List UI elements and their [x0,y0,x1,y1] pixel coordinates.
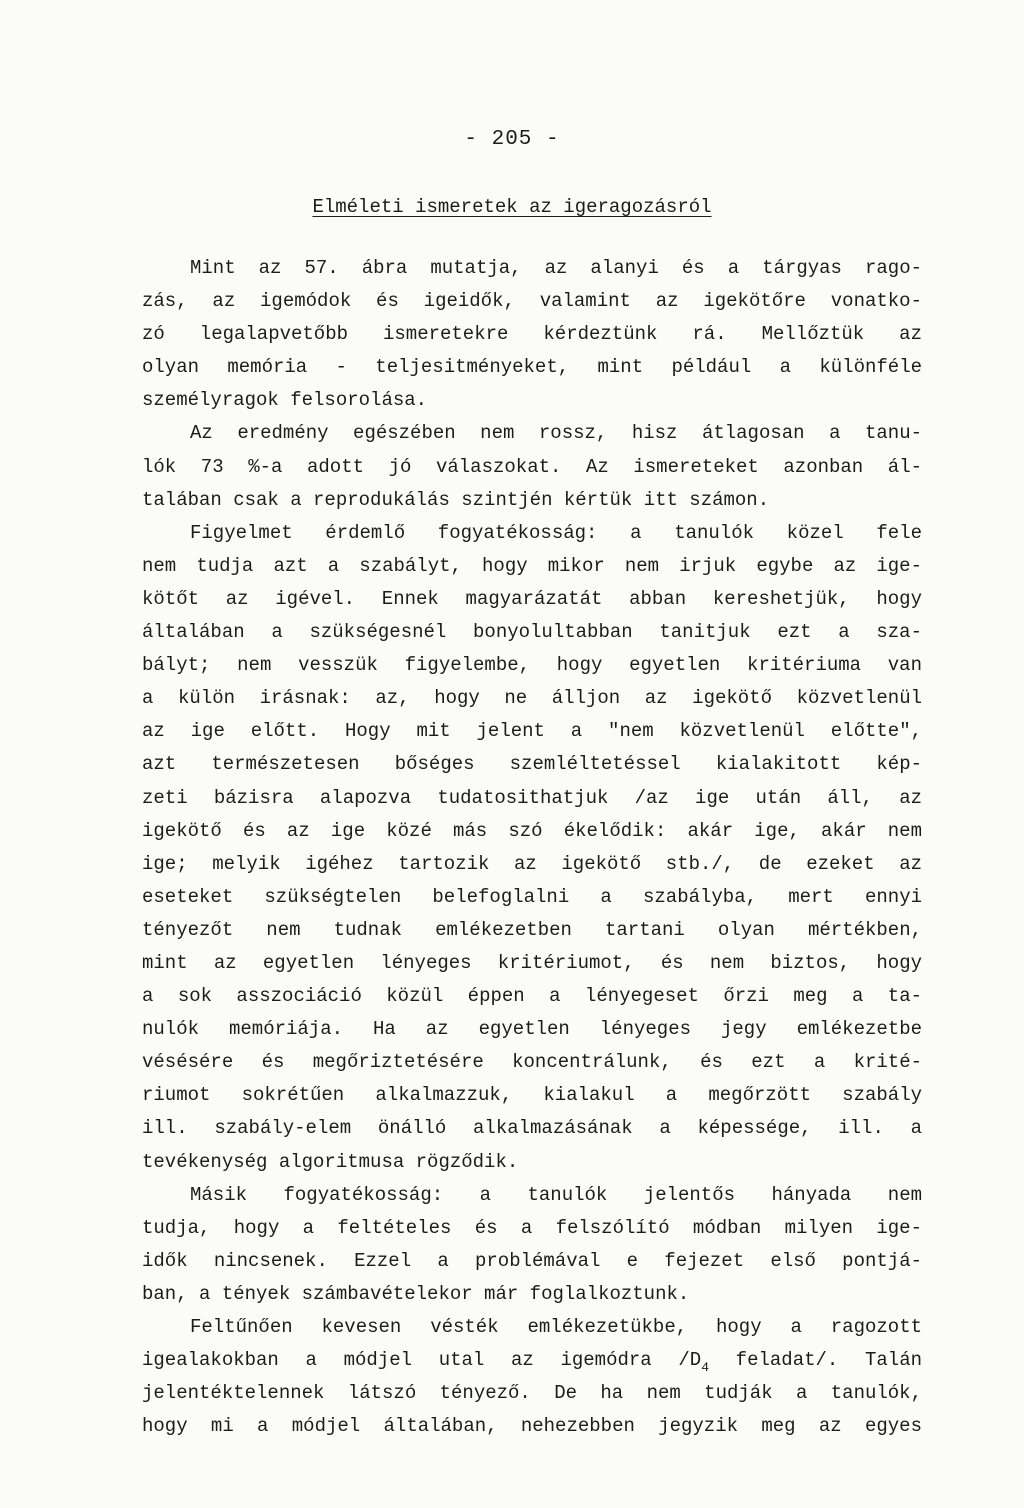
text-line-content: mint az egyetlen lényeges kritériumot, és nem biztos, hogy [142,951,922,974]
text-line-content: ill. szabály-elem önálló alkalmazásának a képessége, ill. a [142,1117,922,1140]
text-line-content: kötőt az igével. Ennek magyarázatát abban kereshetjük, hogy [142,587,922,610]
text-line-content: olyan memória - teljesitményeket, mint például a különféle [142,356,922,379]
text-line [142,1410,922,1443]
subscript: 4 [701,1360,709,1376]
text-line-content: személyragok felsorolása. [142,389,428,412]
text-line [142,782,922,815]
text-line [142,484,922,517]
text-line-content: igekötő és az ige közé más szó ékelődik: akár ige, akár nem [142,819,922,842]
text-line-content: bályt; nem vesszük figyelembe, hogy egyetlen kritériuma van [142,654,922,677]
text-line-content: a külön irásnak: az, hogy ne álljon az igekötő közvetlenül [142,687,922,710]
text-line [142,1046,922,1079]
text-line [142,715,922,748]
text-line [142,1112,922,1145]
text-line-content: Az eredmény egészében nem rossz, hisz átlagosan a tanu- [190,422,922,445]
text-line [142,748,922,781]
text-line [142,1344,922,1377]
text-line [142,1179,922,1212]
text-line [142,1278,922,1311]
text-line [142,517,922,550]
text-line-content: idők nincsenek. Ezzel a problémával e fejezet első pontjá- [142,1249,922,1272]
text-line-content: tevékenység algoritmusa rögződik. [142,1150,519,1173]
text-line [142,252,922,285]
text-line-content: Figyelmet érdemlő fogyatékosság: a tanulók közel fele [190,521,922,544]
text-line-content: lók 73 %-a adott jó válaszokat. Az ismereteket azonban ál- [142,455,922,478]
text-line-content: jelentéktelennek látszó tényező. De ha nem tudják a tanulók, [142,1382,922,1405]
text-line-content: ige; melyik igéhez tartozik az igekötő stb./, de ezeket az [142,852,922,875]
text-line [142,947,922,980]
text-line [142,881,922,914]
text-line [142,616,922,649]
text-line-content: Mint az 57. ábra mutatja, az alanyi és a tárgyas rago- [190,257,922,279]
text-line-content: Feltűnően kevesen vésték emlékezetükbe, hogy a ragozott [190,1316,922,1338]
text-line-content: nem tudja azt a szabályt, hogy mikor nem irjuk egybe az ige- [142,554,922,577]
text-line [142,384,922,417]
text-line [142,1013,922,1046]
text-line [142,682,922,715]
text-line [142,451,922,484]
text-line [142,1311,922,1344]
section-title: Elméleti ismeretek az igeragozásról [312,196,712,218]
text-line-content: tényezőt nem tudnak emlékezetben tartani olyan mértékben, [142,918,922,941]
text-line [142,351,922,384]
text-line-content: zó legalapvetőbb ismeretekre kérdeztünk rá. Mellőztük az [142,323,922,346]
text-line-content: tudja, hogy a feltételes és a felszólító módban milyen ige- [142,1216,922,1239]
text-line-content: zeti bázisra alapozva tudatosithatjuk /az ige után áll, az [142,786,922,809]
text-line-content: zás, az igemódok és igeidők, valamint az igekötőre vonatko- [142,290,922,313]
text-line [142,1245,922,1278]
text-line-content: eseteket szükségtelen belefoglalni a szabályba, mert ennyi [142,885,922,908]
text-line-content: riumot sokrétűen alkalmazzuk, kialakul a megőrzött szabály [142,1084,922,1107]
text-line [142,1146,922,1179]
text-line [142,1212,922,1245]
text-line [142,848,922,881]
text-line-content: az ige előtt. Hogy mit jelent a "nem közvetlenül előtte", [142,720,922,743]
body-text [142,252,922,1443]
text-line-content: talában csak a reprodukálás szintjén kértük itt számon. [142,488,770,511]
text-line [142,550,922,583]
text-line [142,318,922,351]
text-line-content: Másik fogyatékosság: a tanulók jelentős hányada nem [190,1183,922,1206]
text-line [142,815,922,848]
text-line-content: vésésére és megőriztetésére koncentrálunk, és ezt a krité- [142,1051,922,1074]
text-line [142,914,922,947]
text-line [142,285,922,318]
text-line [142,417,922,450]
text-line-content: igealakokban a módjel utal az igemódra /D [142,1349,702,1372]
text-line-continuation: feladat/. Talán [709,1349,922,1372]
text-line-content: általában a szükségesnél bonyolultabban tanitjuk ezt a sza- [142,621,922,644]
text-line [142,649,922,682]
text-line-content: hogy mi a módjel általában, nehezebben jegyzik meg az egyes [142,1415,922,1438]
text-line [142,1377,922,1410]
page-number: - 205 - [464,128,560,151]
text-line-content: ban, a tények számbavételekor már foglalkoztunk. [142,1282,690,1305]
text-line-content: nulók memóriája. Ha az egyetlen lényeges jegy emlékezetbe [142,1018,922,1041]
text-line [142,980,922,1013]
text-line [142,1079,922,1112]
text-line-content: a sok asszociáció közül éppen a lényegeset őrzi meg a ta- [142,985,922,1008]
text-line [142,583,922,616]
text-line-content: azt természetesen bőséges szemléltetéssel kialakitott kép- [142,753,922,776]
